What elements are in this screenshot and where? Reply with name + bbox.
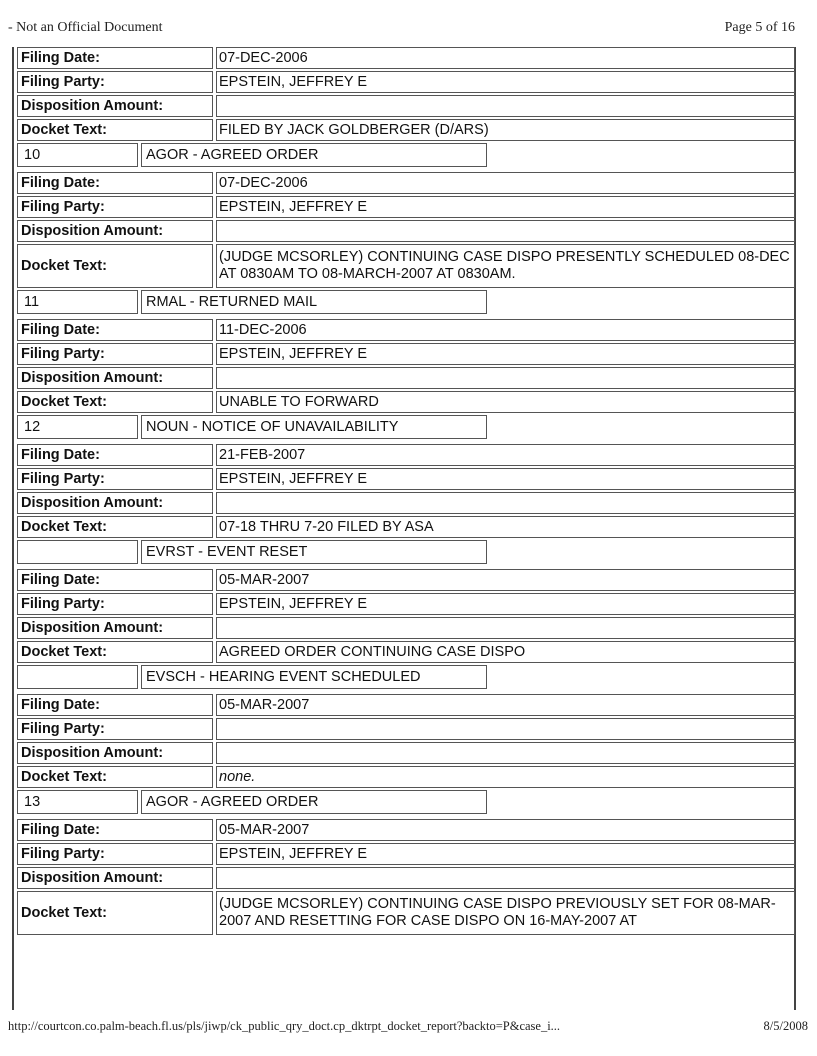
docket-text-row — [17, 641, 795, 663]
disposition-amount-row — [17, 220, 795, 242]
filing-date-value: 21-FEB-2007 — [216, 444, 795, 466]
print-date: 8/5/2008 — [763, 1019, 808, 1033]
filing-party-row — [17, 843, 795, 865]
disposition-amount-value — [216, 867, 795, 889]
filing-date-value: 05-MAR-2007 — [216, 819, 795, 841]
docket-text-label: Docket Text: — [17, 119, 213, 141]
filing-party-value: EPSTEIN, JEFFREY E — [216, 593, 795, 615]
filing-party-value: EPSTEIN, JEFFREY E — [216, 843, 795, 865]
docket-text-row — [17, 244, 795, 288]
filing-party-value: EPSTEIN, JEFFREY E — [216, 196, 795, 218]
filing-date-row — [17, 819, 795, 841]
document-disclaimer: - Not an Official Document — [8, 20, 163, 35]
entry-code: EVSCH - HEARING EVENT SCHEDULED — [141, 665, 487, 689]
filing-date-label: Filing Date: — [17, 694, 213, 716]
disposition-amount-row — [17, 867, 795, 889]
docket-text-label: Docket Text: — [17, 391, 213, 413]
entry-code: RMAL - RETURNED MAIL — [141, 290, 487, 314]
disposition-amount-value — [216, 367, 795, 389]
docket-entry-header — [17, 143, 795, 167]
docket-entry-header — [17, 290, 795, 314]
disposition-amount-row — [17, 95, 795, 117]
filing-party-label: Filing Party: — [17, 196, 213, 218]
disposition-amount-label: Disposition Amount: — [17, 867, 213, 889]
filing-date-row — [17, 319, 795, 341]
docket-text-label: Docket Text: — [17, 766, 213, 788]
disposition-amount-value — [216, 742, 795, 764]
docket-text-row — [17, 516, 795, 538]
entry-code: AGOR - AGREED ORDER — [141, 143, 487, 167]
docket-entry-header — [17, 665, 795, 689]
filing-party-label: Filing Party: — [17, 718, 213, 740]
filing-date-value: 11-DEC-2006 — [216, 319, 795, 341]
filing-party-label: Filing Party: — [17, 593, 213, 615]
disposition-amount-label: Disposition Amount: — [17, 742, 213, 764]
filing-party-label: Filing Party: — [17, 71, 213, 93]
filing-party-value: EPSTEIN, JEFFREY E — [216, 468, 795, 490]
filing-date-value: 07-DEC-2006 — [216, 172, 795, 194]
disposition-amount-label: Disposition Amount: — [17, 367, 213, 389]
docket-entry-header — [17, 790, 795, 814]
entry-number — [17, 665, 138, 689]
disposition-amount-value — [216, 617, 795, 639]
disposition-amount-label: Disposition Amount: — [17, 617, 213, 639]
docket-text-row — [17, 391, 795, 413]
filing-date-row — [17, 172, 795, 194]
entry-number: 10 — [17, 143, 138, 167]
entry-code: EVRST - EVENT RESET — [141, 540, 487, 564]
docket-text-label: Docket Text: — [17, 516, 213, 538]
disposition-amount-label: Disposition Amount: — [17, 95, 213, 117]
filing-date-row — [17, 694, 795, 716]
filing-party-value: EPSTEIN, JEFFREY E — [216, 71, 795, 93]
page-footer — [8, 1019, 808, 1034]
filing-date-label: Filing Date: — [17, 444, 213, 466]
filing-party-label: Filing Party: — [17, 343, 213, 365]
filing-date-label: Filing Date: — [17, 47, 213, 69]
docket-text-value: UNABLE TO FORWARD — [216, 391, 795, 413]
docket-entry-header — [17, 415, 795, 439]
filing-party-label: Filing Party: — [17, 468, 213, 490]
filing-party-value — [216, 718, 795, 740]
docket-text-label: Docket Text: — [17, 641, 213, 663]
page-number: Page 5 of 16 — [724, 20, 795, 35]
docket-text-value: 07-18 THRU 7-20 FILED BY ASA — [216, 516, 795, 538]
filing-date-label: Filing Date: — [17, 819, 213, 841]
disposition-amount-row — [17, 617, 795, 639]
filing-date-value: 05-MAR-2007 — [216, 569, 795, 591]
filing-party-row — [17, 468, 795, 490]
entry-number: 13 — [17, 790, 138, 814]
filing-date-value: 05-MAR-2007 — [216, 694, 795, 716]
filing-date-label: Filing Date: — [17, 319, 213, 341]
filing-party-row — [17, 196, 795, 218]
entry-code: AGOR - AGREED ORDER — [141, 790, 487, 814]
entry-number: 11 — [17, 290, 138, 314]
docket-text-value — [216, 766, 795, 788]
entry-number: 12 — [17, 415, 138, 439]
filing-party-row — [17, 593, 795, 615]
docket-text-row — [17, 891, 795, 935]
docket-table — [12, 47, 798, 937]
source-url: http://courtcon.co.palm-beach.fl.us/pls/jiwp/ck_public_qry_doct.cp_dktrpt_docket_report?backto=P&case_i... — [8, 1019, 561, 1033]
filing-party-row — [17, 71, 795, 93]
filing-date-value: 07-DEC-2006 — [216, 47, 795, 69]
filing-party-row — [17, 718, 795, 740]
docket-text-row — [17, 119, 795, 141]
disposition-amount-row — [17, 367, 795, 389]
docket-text-value: FILED BY JACK GOLDBERGER (D/ARS) — [216, 119, 795, 141]
filing-date-row — [17, 569, 795, 591]
disposition-amount-value — [216, 220, 795, 242]
filing-date-row — [17, 444, 795, 466]
disposition-amount-value — [216, 95, 795, 117]
docket-text-label: Docket Text: — [17, 891, 213, 935]
docket-text-row — [17, 766, 795, 788]
filing-date-label: Filing Date: — [17, 569, 213, 591]
disposition-amount-label: Disposition Amount: — [17, 220, 213, 242]
docket-text-note: none. — [219, 768, 256, 785]
disposition-amount-value — [216, 492, 795, 514]
disposition-amount-row — [17, 492, 795, 514]
docket-text-value: (JUDGE MCSORLEY) CONTINUING CASE DISPO PREVIOUSLY SET FOR 08-MAR-2007 AND RESETTING FOR CASE DISPO ON 16-MAY-2007 AT — [216, 891, 795, 935]
disposition-amount-row — [17, 742, 795, 764]
filing-party-row — [17, 343, 795, 365]
filing-party-value: EPSTEIN, JEFFREY E — [216, 343, 795, 365]
entry-code: NOUN - NOTICE OF UNAVAILABILITY — [141, 415, 487, 439]
docket-entry-header — [17, 540, 795, 564]
filing-date-label: Filing Date: — [17, 172, 213, 194]
filing-date-row — [17, 47, 795, 69]
filing-party-label: Filing Party: — [17, 843, 213, 865]
disposition-amount-label: Disposition Amount: — [17, 492, 213, 514]
docket-text-value: (JUDGE MCSORLEY) CONTINUING CASE DISPO PRESENTLY SCHEDULED 08-DEC AT 0830AM TO 08-MARCH-2007 AT 0830AM. — [216, 244, 795, 288]
docket-text-label: Docket Text: — [17, 244, 213, 288]
docket-text-value: AGREED ORDER CONTINUING CASE DISPO — [216, 641, 795, 663]
entry-number — [17, 540, 138, 564]
